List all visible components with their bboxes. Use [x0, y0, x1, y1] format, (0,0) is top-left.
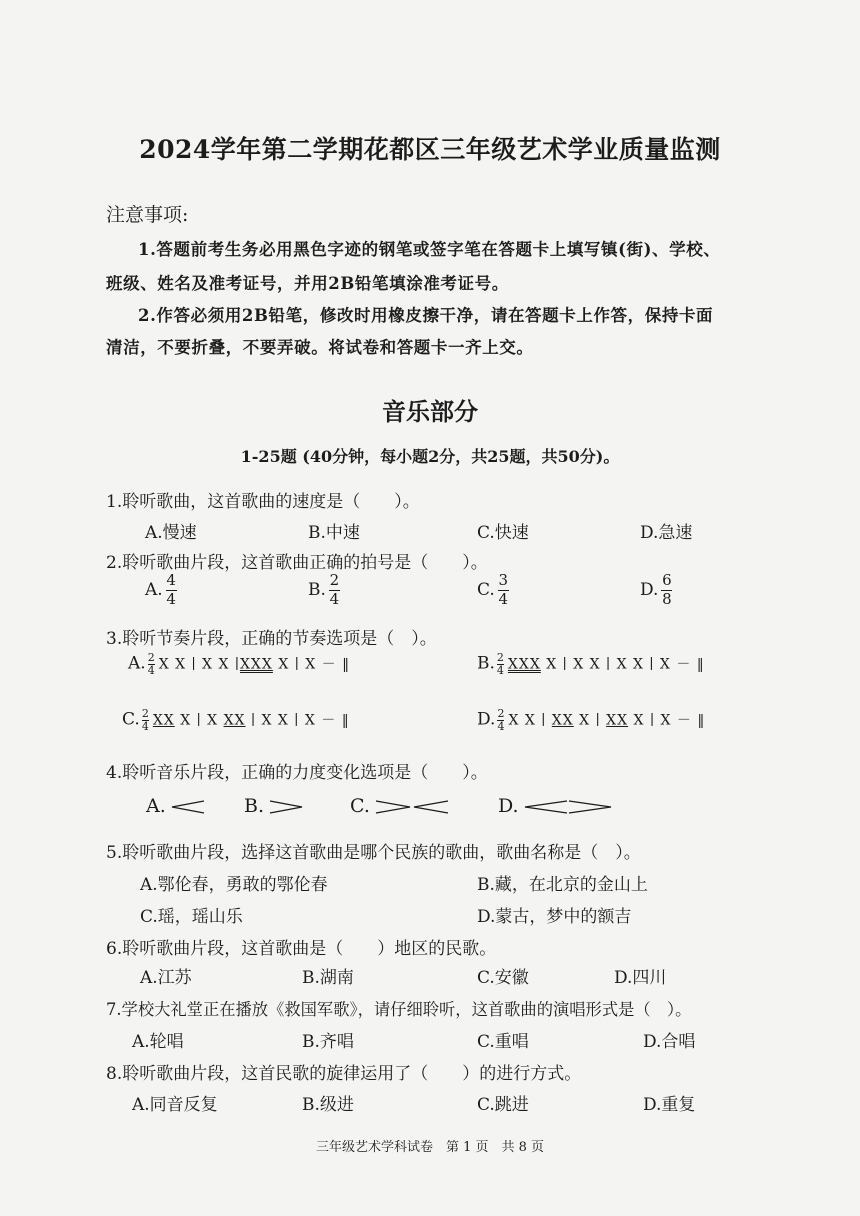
- q1-option-a: A.慢速: [145, 523, 197, 543]
- q5-option-c: C.瑶，瑶山乐: [140, 907, 243, 927]
- ts-c-num: 3: [498, 571, 509, 589]
- q3-option-d: [477, 708, 705, 732]
- meter-d: [497, 708, 504, 732]
- meter-den: 4: [497, 719, 505, 733]
- time-signature-c: [498, 573, 509, 608]
- q7-option-c: C.重唱: [477, 1032, 529, 1052]
- q4-option-c: [350, 795, 450, 817]
- notice-heading: 注意事项:: [106, 204, 189, 226]
- q8-option-b: B.级进: [302, 1095, 354, 1115]
- q2-option-d-label: D.: [640, 579, 659, 600]
- question-8-stem: 8.聆听歌曲片段，这首民歌的旋律运用了（ ）的进行方式。: [106, 1064, 582, 1084]
- meter-c: [142, 708, 149, 732]
- meter-num: 2: [496, 651, 504, 664]
- page-footer: 三年级艺术学科试卷 第 1 页 共 8 页: [315, 1140, 545, 1155]
- time-signature-a: [166, 573, 177, 608]
- q7-option-d: D.合唱: [643, 1032, 696, 1052]
- q1-option-d: D.急速: [640, 523, 693, 543]
- section-subtitle: 1-25题 (40分钟，每小题2分，共25题，共50分)。: [240, 447, 620, 466]
- q8-option-d: D.重复: [643, 1095, 696, 1115]
- crescendo-icon: [170, 800, 206, 814]
- meter-den: 4: [141, 719, 149, 733]
- rhythm-c: XX X ∣ X XX ∣ X X ∣ X － ‖: [152, 712, 350, 729]
- ts-a-den: 4: [166, 589, 176, 608]
- q4-option-a: [146, 795, 206, 817]
- ts-a-num: 4: [166, 571, 176, 589]
- q3-option-b: [477, 652, 705, 676]
- question-4-stem: 4.聆听音乐片段，正确的力度变化选项是（ ）。: [106, 763, 488, 783]
- time-signature-b: [329, 573, 340, 608]
- meter-den: 4: [496, 663, 504, 677]
- q3-option-a: [128, 652, 350, 676]
- q2-option-b-label: B.: [308, 579, 326, 600]
- rhythm-b: XXX X ∣ X X ∣ X X ∣ X － ‖: [507, 656, 705, 673]
- notice-item2-line2: 清洁，不要折叠，不要弄破。将试卷和答题卡一齐上交。: [106, 338, 534, 357]
- question-3-stem: 3.聆听节奏片段，正确的节奏选项是（ ）。: [106, 629, 437, 649]
- decrescendo-crescendo-icon: [374, 800, 450, 814]
- section-title: 音乐部分: [382, 397, 478, 426]
- meter-a: [148, 652, 155, 676]
- notice-item1-line2: 班级、姓名及准考证号，并用2B铅笔填涂准考证号。: [106, 274, 509, 293]
- q6-option-b: B.湖南: [302, 968, 354, 988]
- question-5-stem: 5.聆听歌曲片段，选择这首歌曲是哪个民族的歌曲，歌曲名称是（ ）。: [106, 843, 641, 863]
- meter-num: 2: [497, 707, 505, 720]
- q7-option-b: B.齐唱: [302, 1032, 354, 1052]
- q4-option-d-label: D.: [498, 795, 519, 817]
- q8-option-a: A.同音反复: [132, 1095, 218, 1115]
- ts-b-den: 4: [329, 589, 340, 608]
- exam-title: 2024学年第二学期花都区三年级艺术学业质量监测: [139, 135, 721, 164]
- ts-b-num: 2: [329, 571, 340, 589]
- question-6-stem: 6.聆听歌曲片段，这首歌曲是（ ）地区的民歌。: [106, 939, 497, 959]
- q5-option-d: D.蒙古，梦中的额吉: [477, 907, 632, 927]
- meter-b: [497, 652, 504, 676]
- ts-d-num: 6: [662, 571, 672, 589]
- q3-option-c: [122, 708, 350, 732]
- q3-option-b-label: B.: [477, 653, 495, 674]
- q5-option-b: B.藏，在北京的金山上: [477, 875, 648, 895]
- ts-c-den: 4: [498, 589, 509, 608]
- q6-option-a: A.江苏: [140, 968, 192, 988]
- notice-item1-line1: 1.答题前考生务必用黑色字迹的钢笔或签字笔在答题卡上填写镇(街)、学校、: [138, 240, 721, 259]
- q2-option-c-label: C.: [477, 579, 495, 600]
- meter-num: 2: [141, 707, 149, 720]
- q4-option-b: [244, 795, 304, 817]
- q8-option-c: C.跳进: [477, 1095, 529, 1115]
- time-signature-d: [661, 573, 672, 608]
- q6-option-c: C.安徽: [477, 968, 529, 988]
- q3-option-d-label: D.: [477, 709, 496, 730]
- q3-option-a-label: A.: [128, 653, 146, 674]
- q4-option-d: [498, 795, 613, 817]
- rhythm-a: X X ∣ X X ∣XXX X ∣ X － ‖: [158, 656, 351, 673]
- meter-den: 4: [147, 663, 155, 677]
- q1-option-c: C.快速: [477, 523, 529, 543]
- q4-option-a-label: A.: [146, 795, 166, 817]
- q7-option-a: A.轮唱: [132, 1032, 184, 1052]
- decrescendo-icon: [268, 800, 304, 814]
- q4-option-b-label: B.: [244, 795, 265, 817]
- q5-option-a: A.鄂伦春，勇敢的鄂伦春: [140, 875, 328, 895]
- crescendo-decrescendo-icon: [523, 800, 613, 814]
- question-7-stem: 7.学校大礼堂正在播放《救国军歌》，请仔细聆听，这首歌曲的演唱形式是（ ）。: [106, 1000, 692, 1019]
- q2-option-d: [640, 573, 672, 608]
- q2-option-a-label: A.: [145, 579, 163, 600]
- rhythm-d: X X ∣ XX X ∣ XX X ∣ X － ‖: [508, 712, 706, 729]
- q6-option-d: D.四川: [614, 968, 667, 988]
- q4-option-c-label: C.: [350, 795, 370, 817]
- ts-d-den: 8: [662, 589, 672, 608]
- q2-option-a: [145, 573, 177, 608]
- q1-option-b: B.中速: [308, 523, 360, 543]
- question-2-stem: 2.聆听歌曲片段，这首歌曲正确的拍号是（ ）。: [106, 553, 488, 573]
- notice-item2-line1: 2.作答必须用2B铅笔，修改时用橡皮擦干净，请在答题卡上作答，保持卡面: [138, 306, 714, 325]
- meter-num: 2: [147, 651, 155, 664]
- question-1-stem: 1.聆听歌曲，这首歌曲的速度是（ ）。: [106, 492, 420, 512]
- q3-option-c-label: C.: [122, 709, 140, 730]
- q2-option-c: [477, 573, 509, 608]
- q2-option-b: [308, 573, 340, 608]
